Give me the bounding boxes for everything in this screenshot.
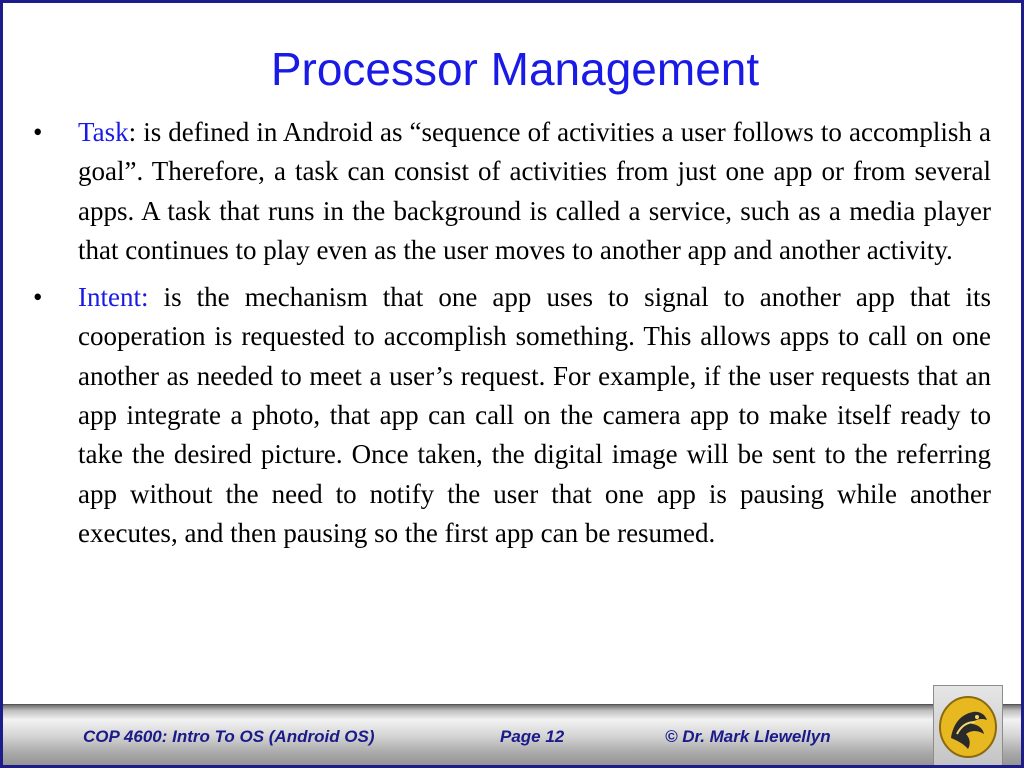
pegasus-logo-icon <box>937 694 999 760</box>
bullet-item-intent <box>33 278 991 553</box>
footer-page-number: Page 12 <box>500 727 565 746</box>
bullet-marker: • <box>33 117 43 147</box>
footer-course: COP 4600: Intro To OS (Android OS) <box>83 727 375 746</box>
term-intent: Intent: <box>78 282 149 313</box>
slide-title: Processor Management <box>270 43 760 95</box>
logo-frame <box>933 685 1003 767</box>
bullet-text: : is defined in Android as “sequence of activities a user follows to accomplish a goal”. Therefore, a task can consist of activities from just one app or from several apps. A task that runs in the background is called a service, such as a media player that continues to play even as the user moves to another app and another activity. <box>78 117 991 265</box>
bullet-item-task <box>33 113 991 270</box>
bullet-list <box>33 113 991 561</box>
term-task: Task <box>78 117 129 147</box>
footer-copyright: © Dr. Mark Llewellyn <box>665 727 831 746</box>
bullet-marker: • <box>33 282 43 313</box>
bullet-text: is the mechanism that one app uses to signal to another app that its cooperation is requested to accomplish something. This allows apps to call on one another as needed to meet a user’s request. For example, if the user requests that an app integrate a photo, that app can call on the camera app to make itself ready to take the desired picture. Once taken, the digital image will be sent to the referring app without the need to notify the user that one app is pausing while another executes, and then pausing so the first app can be resumed. <box>78 282 991 548</box>
